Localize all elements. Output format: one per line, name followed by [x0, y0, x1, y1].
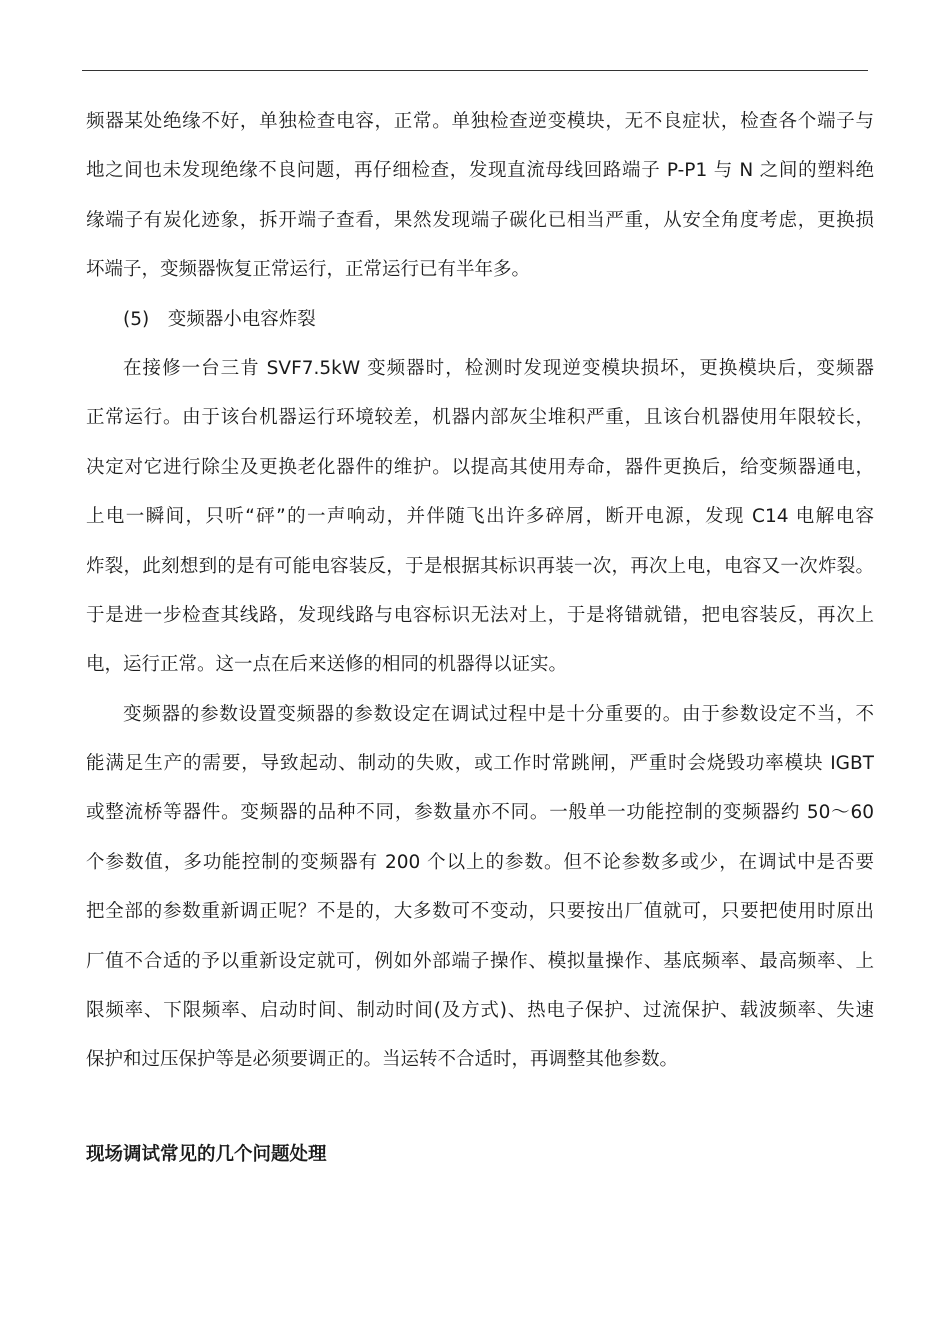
paragraph-line: 频器某处绝缘不好，单独检查电容，正常。单独检查逆变模块，无不良症状，检查各个端子与 [86, 111, 874, 132]
paragraph-line: 缘端子有炭化迹象，拆开端子查看，果然发现端子碳化已相当严重，从安全角度考虑，更换损 [86, 209, 874, 231]
paragraph-line: 能满足生产的需要，导致起动、制动的失败，或工作时常跳闸，严重时会烧毁功率模块 IGBT [86, 753, 874, 775]
paragraph-line: 个参数值，多功能控制的变频器有 200 个以上的参数。但不论参数多或少，在调试中是否要 [86, 851, 874, 873]
paragraph-line: 决定对它进行除尘及更换老化器件的维护。以提高其使用寿命，器件更换后，给变频器通电， [86, 456, 874, 478]
paragraph-line: 在接修一台三肯 SVF7.5kW 变频器时，检测时发现逆变模块损坏，更换模块后，变频器 [123, 357, 874, 379]
paragraph-line: 炸裂，此刻想到的是有可能电容装反，于是根据其标识再装一次，再次上电，电容又一次炸裂。 [86, 555, 874, 577]
paragraph-line: 地之间也未发现绝缘不良问题，再仔细检查，发现直流母线回路端子 P-P1 与 N 之间的塑料绝 [86, 160, 874, 182]
paragraph-line: 保护和过压保护等是必须要调正的。当运转不合适时，再调整其他参数。 [86, 1049, 679, 1071]
document-body [86, 97, 874, 1085]
paragraph-line: 或整流桥等器件。变频器的品种不同，参数量亦不同。一般单一功能控制的变频器约 50～60 [86, 802, 874, 824]
paragraph-line: 于是进一步检查其线路，发现线路与电容标识无法对上，于是将错就错，把电容装反，再次上 [86, 604, 874, 626]
section-heading: 现场调试常见的几个问题处理 [86, 1144, 327, 1165]
paragraph-line: 厂值不合适的予以重新设定就可，例如外部端子操作、模拟量操作、基底频率、最高频率、上 [86, 950, 874, 972]
paragraph-line: 变频器的参数设置变频器的参数设定在调试过程中是十分重要的。由于参数设定不当，不 [123, 703, 874, 725]
paragraph-line: 把全部的参数重新调正呢？不是的，大多数可不变动，只要按出厂值就可，只要把使用时原出 [86, 901, 874, 923]
paragraph-line: 限频率、下限频率、启动时间、制动时间(及方式)、热电子保护、过流保护、载波频率、失速 [86, 1000, 874, 1022]
paragraph-line: 上电一瞬间，只听“砰”的一声响动，并伴随飞出许多碎屑，断开电源，发现 C14 电解电容 [86, 506, 874, 528]
section-title: (5) 变频器小电容炸裂 [123, 308, 316, 330]
paragraph-line: 坏端子，变频器恢复正常运行，正常运行已有半年多。 [86, 259, 531, 281]
paragraph-line: 电，运行正常。这一点在后来送修的相同的机器得以证实。 [86, 654, 568, 676]
paragraph-line: 正常运行。由于该台机器运行环境较差，机器内部灰尘堆积严重，且该台机器使用年限较长， [86, 407, 874, 429]
header-rule [82, 70, 868, 71]
